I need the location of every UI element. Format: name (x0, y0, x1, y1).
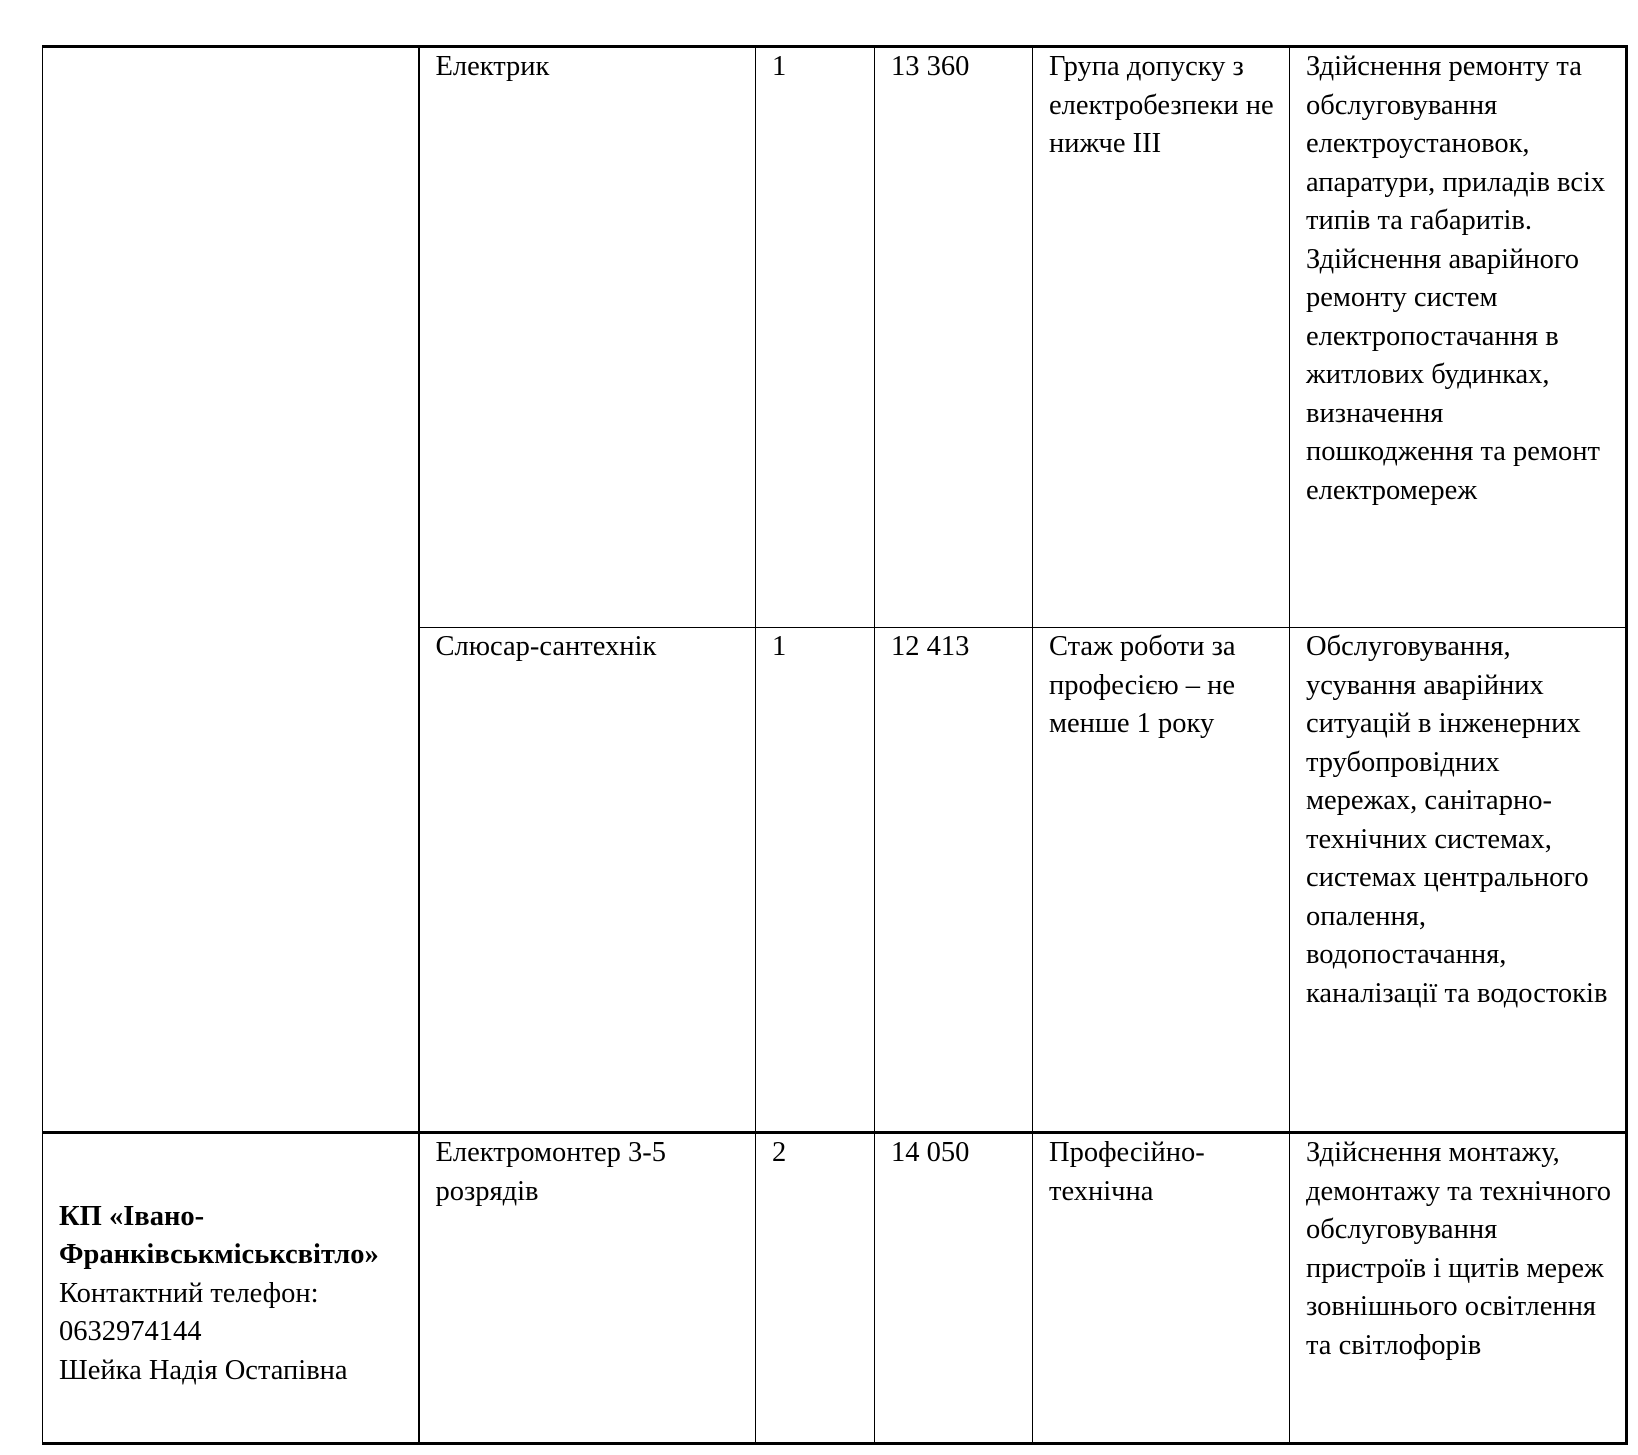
requirements-cell (1033, 47, 1290, 628)
salary-text: 13 360 (891, 51, 970, 82)
count-cell (756, 1133, 875, 1444)
count-text: 1 (772, 51, 787, 82)
table-row (43, 1133, 1627, 1444)
count-text: 1 (772, 631, 787, 662)
requirements-text: Стаж роботи за професією – не менше 1 року (1049, 631, 1236, 739)
responsibilities-text: Обслуговування, усування аварійних ситуацій в інженерних трубопровідних мережах, санітарно-технічних системах, системах центрального опалення, водопостачання, каналізації та водостоків (1306, 631, 1608, 1009)
position-text: Електрик (435, 51, 550, 82)
count-cell (756, 47, 875, 628)
employer-phone-label: Контактний телефон: (59, 1277, 319, 1309)
employer-contact-person: Шейка Надія Остапівна (59, 1354, 348, 1386)
requirements-cell (1033, 628, 1290, 1133)
vacancy-table (42, 45, 1628, 1445)
salary-text: 12 413 (891, 631, 970, 662)
salary-cell (875, 47, 1033, 628)
responsibilities-cell (1290, 1133, 1627, 1444)
position-cell (419, 1133, 756, 1444)
employer-cell-empty (43, 47, 419, 1133)
requirements-text: Професійно-технічна (1049, 1137, 1205, 1207)
salary-cell (875, 1133, 1033, 1444)
employer-phone: 0632974144 (59, 1316, 202, 1348)
responsibilities-cell (1290, 47, 1627, 628)
salary-cell (875, 628, 1033, 1133)
table-row (43, 47, 1627, 628)
responsibilities-text: Здійснення ремонту та обслуговування електроустановок, апаратури, приладів всіх типів та габаритів. Здійснення аварійного ремонту систем електропостачання в житлових будинках, визначення пошкодження та ремонт електромереж (1306, 51, 1606, 506)
position-cell (419, 628, 756, 1133)
count-text: 2 (772, 1137, 787, 1168)
position-text: Електромонтер 3-5 розрядів (435, 1137, 667, 1207)
position-cell (419, 47, 756, 628)
salary-text: 14 050 (891, 1137, 970, 1168)
position-text: Слюсар-сантехнік (435, 631, 657, 662)
requirements-cell (1033, 1133, 1290, 1444)
employer-name: КП «Івано-Франківськміськсвітло» (59, 1200, 379, 1271)
requirements-text: Група допуску з електробезпеки не нижче ІІІ (1049, 51, 1274, 159)
responsibilities-cell (1290, 628, 1627, 1133)
employer-cell (43, 1133, 419, 1444)
count-cell (756, 628, 875, 1133)
responsibilities-text: Здійснення монтажу, демонтажу та технічного обслуговування пристроїв і щитів мереж зовнішнього освітлення та світлофорів (1306, 1137, 1611, 1361)
